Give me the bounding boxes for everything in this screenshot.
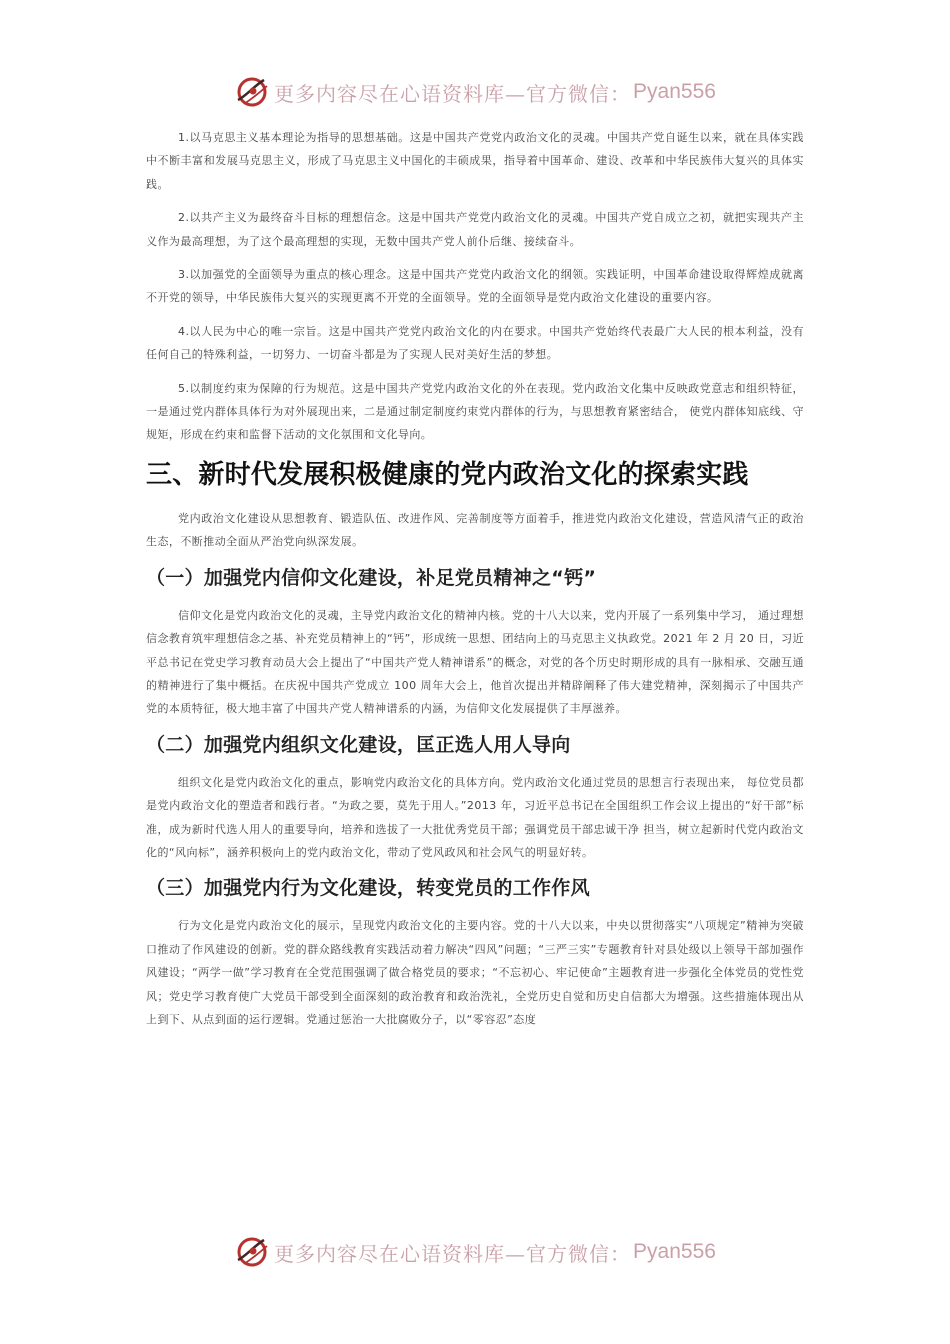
subsection-body-3: 行为文化是党内政治文化的展示，呈现党内政治文化的主要内容。党的十八大以来，中央以贯彻落实“八项规定”精神为突破口推动了作风建设的创新。党的群众路线教育实践活动着力解决“四风”问题；“三严三实”专题教育针对县处级以上领导干部加强作风建设；“两学一做”学习教育在全党范围强调了做合格党员的要求；“不忘初心、牢记使命”主题教育进一步强化全体党员的党性党风；党史学习教育使广大党员干部受到全面深刻的政治教育和政治洗礼，全党历史自觉和历史自信都大为增强。这些措施体现出从上到下、从点到面的运行逻辑。党通过惩治一大批腐败分子，以“零容忍”态度 [146, 919, 804, 1026]
subsection-heading-1: （一）加强党内信仰文化建设，补足党员精神之“钙” [146, 566, 597, 589]
header-banner [0, 72, 950, 112]
banner-wechat-id: Pyan556 [633, 1240, 716, 1263]
section-heading: 三、新时代发展积极健康的党内政治文化的探索实践 [146, 459, 749, 490]
banner-wechat-id: Pyan556 [633, 80, 716, 103]
document-body [146, 126, 804, 1041]
subsection-heading-2: （二）加强党内组织文化建设，匡正选人用人导向 [146, 733, 571, 756]
subsection-heading-3: （三）加强党内行为文化建设，转变党员的工作作风 [146, 877, 590, 900]
subsection-body-1: 信仰文化是党内政治文化的灵魂，主导党内政治文化的精神内核。党的十八大以来，党内开展了一系列集中学习， 通过理想信念教育筑牢理想信念之基、补充党员精神上的“钙”，形成统一思想、团结向上的马克思主义执政党。2021 年 2 月 20 日，习近平总书记在党史学习教育动员大会上提出了“中国共产党人精神谱系”的概念，对党的各个历史时期形成的具有一脉相承、交融互通的精神进行了集中概括。在庆祝中国共产党成立 100 周年大会上，他首次提出并精辟阐释了伟大建党精神，深刻揭示了中国共产党的本质特征，极大地丰富了中国共产党人精神谱系的内涵，为信仰文化发展提供了丰厚滋养。 [146, 608, 804, 716]
footer-banner [0, 1232, 950, 1272]
red-circle-logo-icon [234, 1234, 270, 1270]
banner-text: 更多内容尽在心语资料库—官方微信： [274, 1241, 632, 1266]
list-item: 3.以加强党的全面领导为重点的核心理念。这是中国共产党党内政治文化的纲领。实践证明，中国革命建设取得辉煌成就离不开党的领导，中华民族伟大复兴的实现更离不开党的全面领导。党的全面领导是党内政治文化建设的重要内容。 [146, 268, 804, 305]
subsection-body-2: 组织文化是党内政治文化的重点，影响党内政治文化的具体方向。党内政治文化通过党员的思想言行表现出来， 每位党员都是党内政治文化的塑造者和践行者。“为政之要，莫先于用人。”2013 年，习近平总书记在全国组织工作会议上提出的“好干部”标准，成为新时代选人用人的重要导向，培养和选拔了一大批优秀党员干部；强调党员干部忠诚干净 担当，树立起新时代党内政治文化的“风向标”，涵养积极向上的党内政治文化，带动了党风政风和社会风气的明显好转。 [146, 775, 804, 859]
banner-text: 更多内容尽在心语资料库—官方微信： [274, 81, 632, 106]
list-item: 5.以制度约束为保障的行为规范。这是中国共产党党内政治文化的外在表现。党内政治文化集中反映政党意志和组织特征，一是通过党内群体具体行为对外展现出来，二是通过制定制度约束党内群体的行为，与思想教育紧密结合， 使党内群体知底线、守规矩，形成在约束和监督下活动的文化氛围和文化导向。 [146, 381, 804, 442]
red-circle-logo-icon [234, 74, 270, 110]
list-item: 4.以人民为中心的唯一宗旨。这是中国共产党党内政治文化的内在要求。中国共产党始终代表最广大人民的根本利益，没有任何自己的特殊利益，一切努力、一切奋斗都是为了实现人民对美好生活的梦想。 [146, 324, 804, 362]
section-intro: 党内政治文化建设从思想教育、锻造队伍、改进作风、完善制度等方面着手，推进党内政治文化建设，营造风清气正的政治生态，不断推动全面从严治党向纵深发展。 [146, 511, 804, 549]
list-item: 1.以马克思主义基本理论为指导的思想基础。这是中国共产党党内政治文化的灵魂。中国共产党自诞生以来，就在具体实践中不断丰富和发展马克思主义，形成了马克思主义中国化的丰硕成果，指导着中国革命、建设、改革和中华民族伟大复兴的具体实践。 [146, 131, 804, 191]
list-item: 2.以共产主义为最终奋斗目标的理想信念。这是中国共产党党内政治文化的灵魂。中国共产党自成立之初，就把实现共产主义作为最高理想，为了这个最高理想的实现，无数中国共产党人前仆后继、接续奋斗。 [146, 211, 804, 248]
